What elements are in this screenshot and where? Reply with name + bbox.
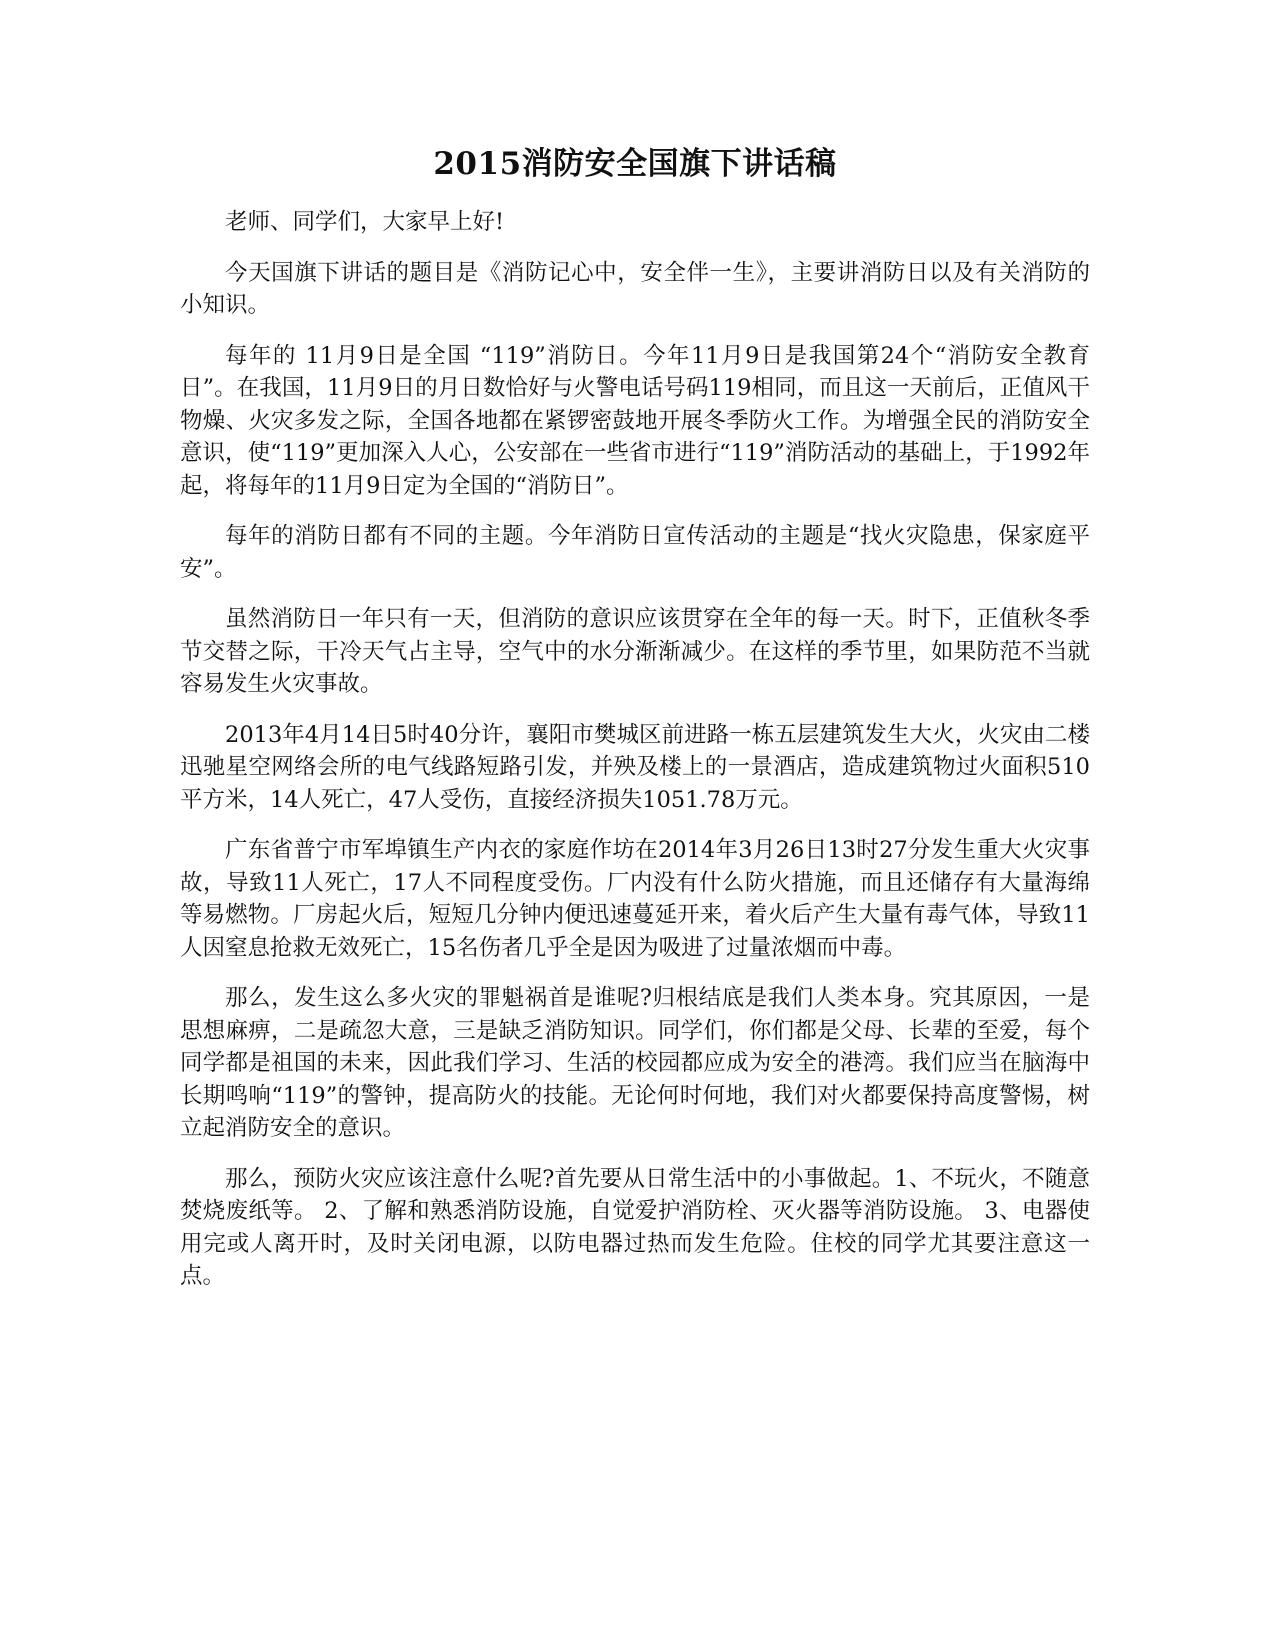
paragraph-greeting: 老师、同学们，大家早上好! — [225, 209, 505, 235]
paragraph-puning-fire: 广东省普宁市军埠镇生产内衣的家庭作坊在2014年3月26日13时27分发生重大火灾事故，导致11人死亡，17人不同程度受伤。厂内没有什么防火措施，而且还储存有大量海绵等易燃物。厂房起火后，短短几分钟内便迅速蔓延开来，着火后产生大量有毒气体，导致11人因窒息抢救无效死亡，15名伤者几乎全是因为吸进了过量浓烟而中毒。 — [180, 837, 1090, 961]
document-title: 2015消防安全国旗下讲话稿 — [433, 146, 837, 182]
document-page — [180, 140, 1090, 1311]
paragraph-topic: 今天国旗下讲话的题目是《消防记心中，安全伴一生》，主要讲消防日以及有关消防的小知识。 — [180, 259, 1090, 318]
paragraph-theme: 每年的消防日都有不同的主题。今年消防日宣传活动的主题是“找火灾隐患，保家庭平安”。 — [180, 523, 1090, 582]
paragraph-causes: 那么，发生这么多火灾的罪魁祸首是谁呢?归根结底是我们人类本身。究其原因，一是思想麻痹，二是疏忽大意，三是缺乏消防知识。同学们，你们都是父母、长辈的至爱，每个同学都是祖国的未来，因此我们学习、生活的校园都应成为安全的港湾。我们应当在脑海中长期鸣响“119”的警钟，提高防火的技能。无论何时何地，我们对火都要保持高度警惕，树立起消防安全的意识。 — [180, 985, 1090, 1141]
paragraph-fire-day-origin: 每年的 11月9日是全国 “119”消防日。今年11月9日是我国第24个“消防安全教育日”。在我国，11月9日的月日数恰好与火警电话号码119相同，而且这一天前后，正值风干物燥、火灾多发之际，全国各地都在紧锣密鼓地开展冬季防火工作。为增强全民的消防安全意识，使“119”更加深入人心，公安部在一些省市进行“119”消防活动的基础上，于1992年起，将每年的11月9日定为全国的“消防日”。 — [180, 342, 1090, 499]
paragraph-prevention: 那么，预防火灾应该注意什么呢?首先要从日常生活中的小事做起。1、不玩火，不随意焚烧废纸等。 2、了解和熟悉消防设施，自觉爱护消防栓、灭火器等消防设施。 3、电器使用完或人离开时，及时关闭电源，以防电器过热而发生危险。住校的同学尤其要注意这一点。 — [180, 1165, 1090, 1289]
paragraph-season: 虽然消防日一年只有一天，但消防的意识应该贯穿在全年的每一天。时下，正值秋冬季节交替之际，干冷天气占主导，空气中的水分渐渐减少。在这样的季节里，如果防范不当就容易发生火灾事故。 — [180, 606, 1090, 697]
paragraph-xiangyang-fire: 2013年4月14日5时40分许，襄阳市樊城区前进路一栋五层建筑发生大火，火灾由二楼迅驰星空网络会所的电气线路短路引发，并殃及楼上的一景酒店，造成建筑物过火面积510平方米，14人死亡，47人受伤，直接经济损失1051.78万元。 — [180, 721, 1090, 813]
